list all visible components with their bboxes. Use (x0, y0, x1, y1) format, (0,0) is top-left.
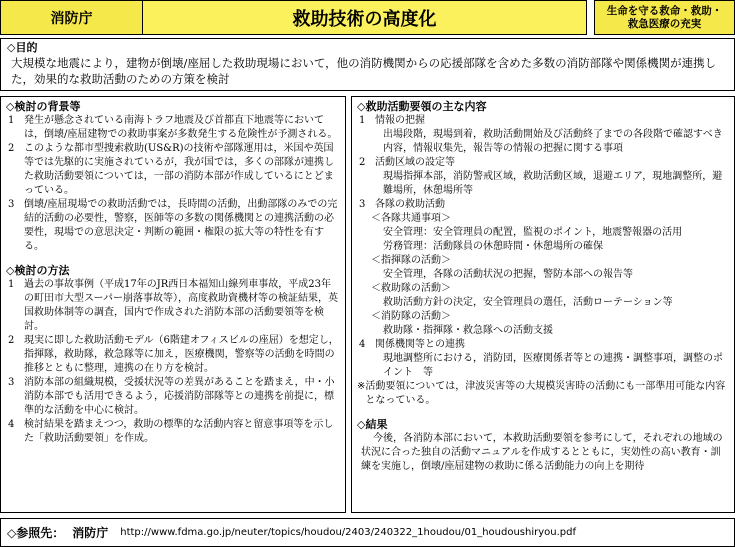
method-heading: ◇検討の方法 (6, 264, 70, 277)
item-number: 3 (8, 199, 15, 210)
purpose-heading: ◇目的 (7, 41, 38, 54)
list-item (6, 376, 340, 418)
group-line: 安全管理：安全管理員の配置，監視のポイント，地震警報器の活用 (383, 227, 683, 238)
item-title: 活動区域の設定等 (375, 157, 455, 168)
group-line: 救助隊・指揮隊・救急隊への活動支援 (383, 325, 553, 336)
item-number: 1 (8, 279, 15, 290)
category-line-1: 生命を守る救命・救助・ (606, 4, 723, 17)
right-column (351, 96, 735, 513)
list-item (6, 334, 340, 376)
item-title: 関係機関等との連携 (375, 339, 465, 350)
group-line: 安全管理，各隊の活動状況の把握，警防本部への報告等 (383, 269, 633, 280)
item-number: 3 (359, 199, 366, 210)
left-column (0, 96, 346, 513)
spacer (6, 254, 340, 264)
item-number: 1 (8, 115, 15, 126)
list-item (357, 338, 729, 352)
item-text: 過去の事故事例（平成17年のJR西日本福知山線列車事故，平成23年の町田市大型スーパー崩落事故等），高度救助資機材等の検証結果，英国救助体制等の調査，国内で作成された消防本部の活動要領等を検討。 (24, 279, 338, 332)
conclusion-heading: ◇結果 (357, 418, 388, 431)
group-line: 労務管理：活動隊員の休憩時間・休憩場所の確保 (383, 241, 603, 252)
list-item (357, 114, 729, 128)
item-text: このような都市型捜索救助(US&R)の技術や部隊運用は，米国や英国等では先駆的に実施されているが，我が国では，多くの部隊が連携した救助活動要領については，一部の消防本部が作成しているにとどまっている。 (24, 143, 334, 196)
group-title: ＜消防隊の活動＞ (371, 311, 451, 322)
item-number: 4 (359, 339, 366, 350)
item-text: 現地調整所における，消防団，医療関係者等との連携・調整事項，調整のポイント 等 (383, 353, 723, 378)
item-text: 倒壊/座屈現場での救助活動では，長時間の活動，出動部隊のみでの完結的活動の必要性，警察，医師等の多数の関係機関との連携活動の必要性，現場での意思決定・判断の範囲・権限の拡大等の特性を有する。 (24, 199, 338, 252)
note-text: 活動要領については，津波災害等の大規模災害時の活動にも一部準用可能な内容となっている。 (365, 381, 726, 406)
group-line: 救助活動方針の決定，安全管理員の選任，活動ローテーション等 (383, 297, 673, 308)
item-text: 検討結果を踏まえつつ，救助の標準的な活動内容と留意事項等を示した「救助活動要領」を作成。 (24, 419, 334, 444)
item-text: 発生が懸念されている南海トラフ地震及び首都直下地震等においては，倒壊/座屈建物での救助事案が多数発生する危険性が予測される。 (24, 115, 338, 140)
group-title: ＜救助隊の活動＞ (371, 283, 451, 294)
item-number: 3 (8, 377, 15, 388)
reference-bar (0, 518, 735, 547)
item-text: 出場段階，現場到着，救助活動開始及び活動終了までの各段階で確認すべき内容，情報収集先，報告等の情報の把握に関する事項 (383, 129, 723, 154)
item-title: 情報の把握 (375, 115, 425, 126)
conclusion-text: 今後，各消防本部において，本救助活動要領を参考にして，それぞれの地域の状況に合った独自の活動マニュアルを作成するとともに，実効性の高い教育・訓練を実施し，倒壊/座屈建物の救助に係る活動能力の向上を期待 (361, 433, 723, 472)
background-list (6, 114, 340, 254)
list-item (6, 418, 340, 446)
group-title: ＜指揮隊の活動＞ (371, 255, 451, 266)
category-line-2: 救急医療の充実 (627, 17, 702, 30)
reference-org: 消防庁 (72, 526, 109, 540)
list-item (6, 142, 340, 198)
agency-label: 消防庁 (0, 0, 143, 35)
note (357, 380, 729, 408)
item-number: 2 (8, 143, 15, 154)
reference-label: ◇参照先： (7, 526, 65, 540)
method-list (6, 278, 340, 446)
group-title: ＜各隊共通事項＞ (371, 213, 451, 224)
list-item (6, 198, 340, 254)
purpose-text: 大規模な地震により，建物が倒壊/座屈した救助現場において，他の消防機関からの応援部隊を含めた多数の消防部隊や関係機関が連携した，効果的な救助活動のための方策を検討 (11, 56, 717, 86)
item-number: 2 (8, 335, 15, 346)
category-label (594, 0, 735, 35)
list-item (357, 156, 729, 170)
guidelines-list (357, 114, 729, 408)
list-item (6, 278, 340, 334)
item-text: 現実に即した救助活動モデル（6階建オフィスビルの座屈）を想定し，指揮隊，救助隊，救急隊等に加え，医療機関，警察等の活動を時間の推移とともに整理，連携の在り方を検討。 (24, 335, 339, 374)
purpose-section (0, 38, 735, 91)
list-item (6, 114, 340, 142)
item-number: 4 (8, 419, 15, 430)
item-number: 2 (359, 157, 366, 168)
note-mark: ※ (357, 381, 366, 392)
item-title: 各隊の救助活動 (375, 199, 445, 210)
list-item (357, 198, 729, 212)
item-text: 現場指揮本部，消防警戒区域，救助活動区域，退避エリア，現地調整所，避難場所，休憩場所等 (383, 171, 723, 196)
spacer (357, 408, 729, 418)
guidelines-heading: ◇救助活動要領の主な内容 (357, 100, 487, 113)
page-title: 救助技術の高度化 (143, 0, 587, 35)
item-text: 消防本部の組織規模，受援状況等の差異があることを踏まえ，中・小消防本部でも活用できるよう，応援消防部隊等との連携を前提に，標準的な活動を中心に検討。 (24, 377, 335, 416)
background-heading: ◇検討の背景等 (6, 100, 81, 113)
item-number: 1 (359, 115, 366, 126)
reference-url[interactable]: http://www.fdma.go.jp/neuter/topics/houdou/2403/240322_1houdou/01_houdoushiryou.pdf (120, 527, 577, 538)
